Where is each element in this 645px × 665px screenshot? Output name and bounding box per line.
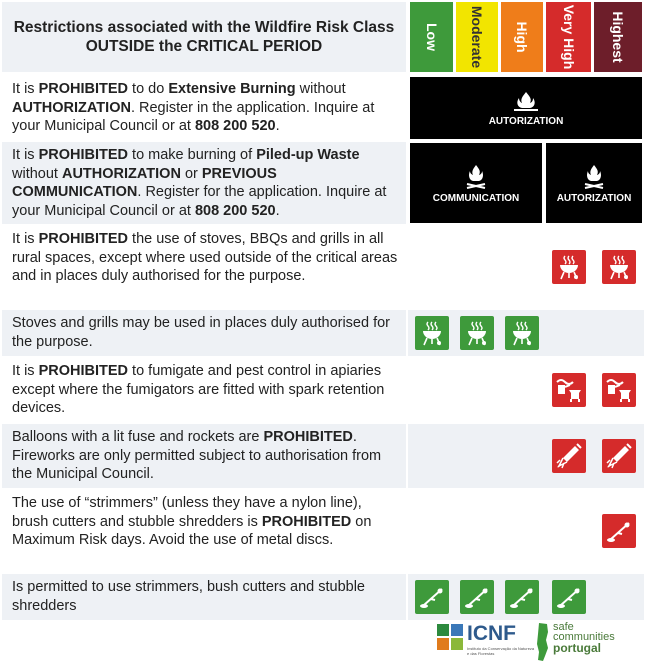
body-text: on Maximum Risk days. Avoid the use of metal discs. xyxy=(12,513,372,548)
safe-line1: safe xyxy=(553,621,574,633)
body-text: It is xyxy=(12,81,39,97)
strimmer-icon xyxy=(552,580,586,614)
row-3-text xyxy=(2,226,406,308)
emphasis-text: 808 200 520 xyxy=(194,118,276,134)
body-text: or xyxy=(180,165,202,182)
body-text: to do xyxy=(128,81,169,97)
rocket-icon xyxy=(602,439,636,473)
row-6-text xyxy=(2,424,406,488)
safe-line2: communities xyxy=(553,631,615,643)
emphasis-text: 808 200 520 xyxy=(194,202,276,219)
grill-icon xyxy=(505,316,539,350)
row-4-text xyxy=(2,310,406,356)
risk-class-very-high-label: Very High xyxy=(560,4,577,70)
body-text: without xyxy=(295,81,346,97)
body-text: Is permitted to use strimmers, bush cutters and stubble shredders xyxy=(12,579,365,614)
fire-icon xyxy=(464,163,488,189)
body-text: . xyxy=(275,118,280,134)
authorization-box xyxy=(410,77,642,139)
body-text: the use of stoves, BBQs and grills in all rural spaces, except where used outside of the critical areas and in places duly authorised for the purpose. xyxy=(12,231,398,284)
grill-icon xyxy=(460,316,494,350)
row-7-text xyxy=(2,490,406,572)
icnf-logo-icon xyxy=(437,624,463,650)
emphasis-text: PROHIBITED xyxy=(38,147,129,163)
fumigator-icon xyxy=(552,373,586,407)
portugal-map-icon xyxy=(535,622,551,662)
body-text: Stoves and grills may be used in places duly authorised for the purpose. xyxy=(12,315,391,350)
fumigator-icon xyxy=(602,373,636,407)
row-2-text xyxy=(2,142,406,224)
risk-class-moderate xyxy=(456,2,498,72)
rocket-icon xyxy=(552,439,586,473)
communication-box xyxy=(410,143,542,223)
safe-line3: portugal xyxy=(553,641,601,655)
risk-class-very-high xyxy=(546,2,591,72)
grill-icon xyxy=(552,250,586,284)
emphasis-text: PROHIBITED xyxy=(38,231,129,247)
emphasis-text: PROHIBITED xyxy=(38,81,129,97)
row-5-text xyxy=(2,358,406,422)
emphasis-text: AUTHORIZATION xyxy=(61,165,181,182)
risk-class-low xyxy=(410,2,453,72)
body-text: without xyxy=(12,165,62,182)
body-text: It is xyxy=(12,147,39,163)
authorization-label: AUTORIZATION xyxy=(488,115,564,127)
emphasis-text: PROHIBITED xyxy=(38,363,129,379)
emphasis-text: Extensive Burning xyxy=(168,81,296,97)
emphasis-text: PROHIBITED xyxy=(261,513,352,530)
body-text: It is xyxy=(12,231,39,247)
emphasis-text: Piled-up Waste xyxy=(256,147,360,163)
risk-class-low-label: Low xyxy=(423,23,440,51)
risk-class-high-label: High xyxy=(514,21,530,53)
strimmer-icon xyxy=(602,514,636,548)
authorization-box-2 xyxy=(546,143,642,223)
fire-icon xyxy=(511,90,541,112)
icnf-subtitle: Instituto da Conservação da Natureza e das Florestas xyxy=(467,646,535,656)
body-text: to fumigate and pest control in apiaries except where the fumigators are fitted with spark retention devices. xyxy=(12,363,385,416)
emphasis-text: PREVIOUS COMMUNICATION xyxy=(12,165,277,200)
icnf-name: ICNF xyxy=(467,622,516,645)
risk-class-high xyxy=(501,2,543,72)
body-text: to make burning of xyxy=(128,147,257,163)
body-text: . Register for the application. Inquire at your Municipal Council or at xyxy=(12,184,387,219)
body-text: . xyxy=(275,202,280,219)
risk-class-highest-label: Highest xyxy=(610,11,626,63)
strimmer-icon xyxy=(415,580,449,614)
authorization-label-2: AUTORIZATION xyxy=(556,192,632,204)
row-8-text xyxy=(2,574,406,620)
body-text: It is xyxy=(12,363,39,379)
body-text: . Fireworks are only permitted subject to authorisation from the Municipal Council. xyxy=(12,429,382,482)
fire-icon xyxy=(582,163,606,189)
communication-label: COMMUNICATION xyxy=(432,192,520,204)
row-1-text xyxy=(2,76,406,140)
strimmer-icon xyxy=(505,580,539,614)
grill-icon xyxy=(602,250,636,284)
footer-logos xyxy=(435,622,645,662)
risk-class-highest xyxy=(594,2,642,72)
emphasis-text: AUTHORIZATION xyxy=(12,99,131,116)
grill-icon xyxy=(415,316,449,350)
body-text: The use of “strimmers” (unless they have a nylon line), brush cutters and stubble shredders is xyxy=(12,495,362,530)
page-title: Restrictions associated with the Wildfire Risk Class OUTSIDE the CRITICAL PERIOD xyxy=(2,2,406,72)
risk-class-moderate-label: Moderate xyxy=(469,5,485,69)
strimmer-icon xyxy=(460,580,494,614)
body-text: Balloons with a lit fuse and rockets are xyxy=(12,429,264,445)
body-text: . Register in the application. Inquire at your Municipal Council or at xyxy=(12,99,375,134)
emphasis-text: PROHIBITED xyxy=(263,429,353,445)
